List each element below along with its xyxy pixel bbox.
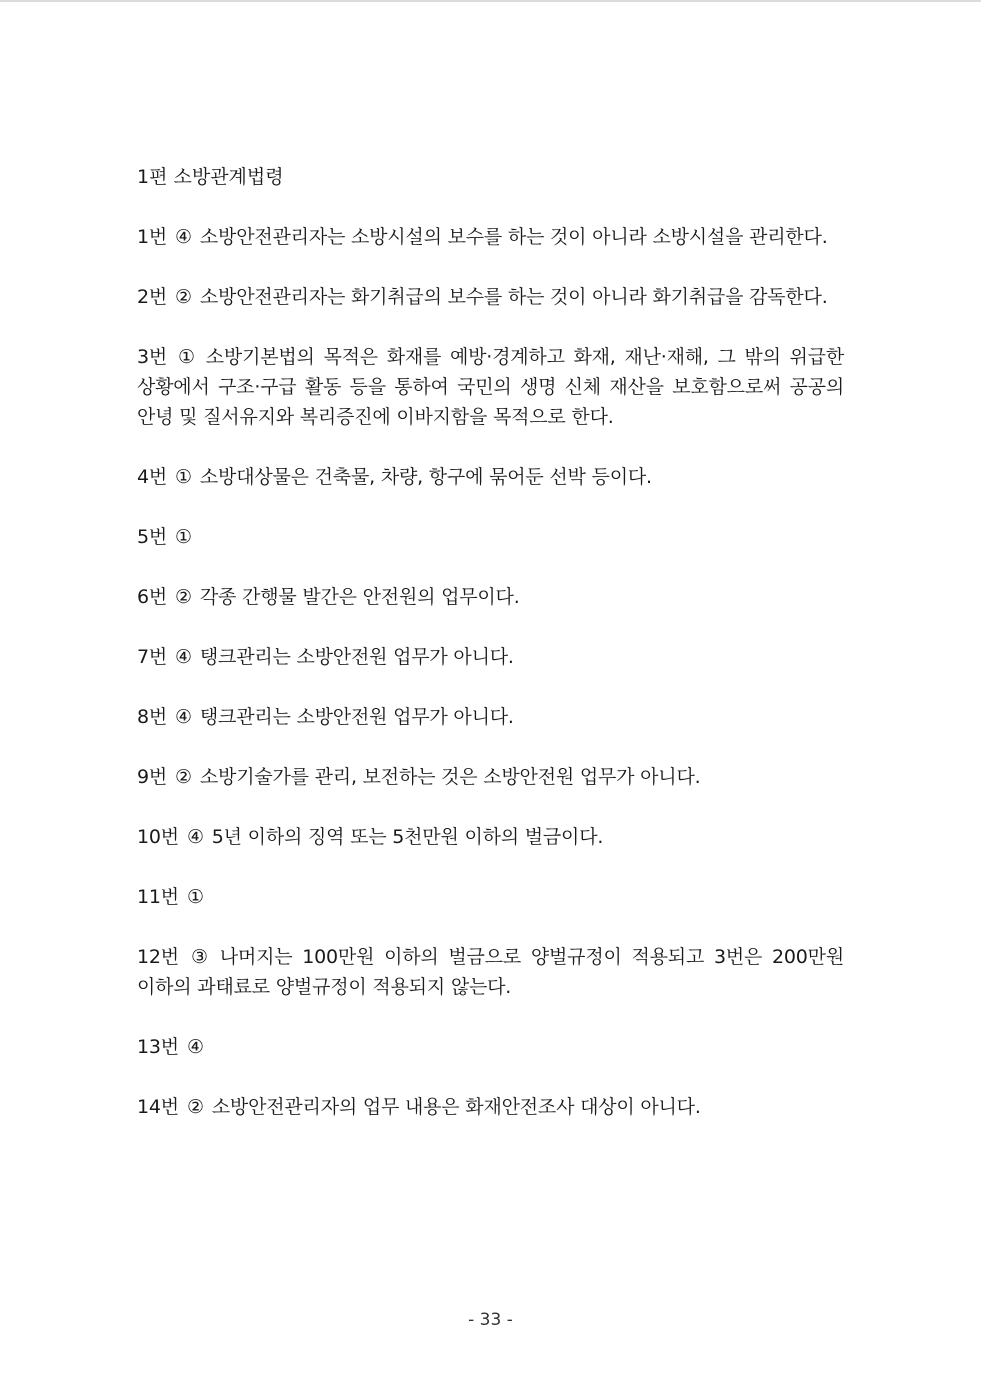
answer-explanation: 탱크관리는 소방안전원 업무가 아니다.: [199, 646, 514, 668]
answer-explanation: 나머지는 100만원 이하의 벌금으로 양벌규정이 적용되고 3번은 200만원 이하의 과태료로 양벌규정이 적용되지 않는다.: [137, 946, 844, 998]
answer-item: [137, 342, 844, 432]
answer-explanation: 소방대상물은 건축물, 차량, 항구에 묶어둔 선박 등이다.: [199, 466, 652, 488]
answer-choice: ③: [186, 946, 212, 968]
answer-explanation: 소방기본법의 목적은 화재를 예방·경계하고 화재, 재난·재해, 그 밖의 위급한 상황에서 구조·구급 활동 등을 통하여 국민의 생명 신체 재산을 보호함으로써 공공의 안녕 및 질서유지와 복리증진에 이바지함을 목적으로 한다.: [137, 346, 844, 428]
answer-choice: ②: [175, 586, 192, 608]
question-number: 13번: [137, 1036, 179, 1058]
question-number: 7번: [137, 646, 168, 668]
question-number: 9번: [137, 766, 168, 788]
question-number: 12번: [137, 946, 179, 968]
question-number: 11번: [137, 886, 179, 908]
question-number: 1번: [137, 226, 168, 248]
section-title: 1편 소방관계법령: [137, 166, 284, 188]
question-number: 4번: [137, 466, 168, 488]
answer-choice: ④: [175, 226, 192, 248]
answer-explanation: 5년 이하의 징역 또는 5천만원 이하의 벌금이다.: [211, 826, 604, 848]
question-number: 14번: [137, 1096, 179, 1118]
answer-item: [137, 702, 844, 732]
answer-explanation: 소방기술가를 관리, 보전하는 것은 소방안전원 업무가 아니다.: [199, 766, 701, 788]
answer-item: [137, 942, 844, 1002]
answer-item: [137, 1032, 844, 1062]
answer-choice: ④: [186, 826, 204, 848]
answer-item: [137, 1092, 844, 1122]
answer-item: [137, 222, 844, 252]
answer-explanation: 소방안전관리자는 화기취급의 보수를 하는 것이 아니라 화기취급을 감독한다.: [199, 286, 828, 308]
answer-explanation: 소방안전관리자는 소방시설의 보수를 하는 것이 아니라 소방시설을 관리한다.: [199, 226, 828, 248]
answer-choice: ④: [186, 1036, 204, 1058]
page-top-border: [0, 0, 981, 2]
question-number: 8번: [137, 706, 168, 728]
answer-choice: ①: [175, 526, 192, 548]
answer-item: [137, 762, 844, 792]
answer-explanation: 각종 간행물 발간은 안전원의 업무이다.: [199, 586, 520, 608]
answer-choice: ①: [175, 466, 192, 488]
answer-choice: ①: [175, 346, 198, 368]
question-number: 2번: [137, 286, 168, 308]
page-number: - 33 -: [468, 1310, 513, 1330]
answer-item: [137, 642, 844, 672]
answer-item: [137, 582, 844, 612]
answer-choice: ④: [175, 706, 192, 728]
answer-explanation: 소방안전관리자의 업무 내용은 화재안전조사 대상이 아니다.: [211, 1096, 701, 1118]
answer-explanation: 탱크관리는 소방안전원 업무가 아니다.: [199, 706, 514, 728]
answer-choice: ②: [186, 1096, 204, 1118]
answer-item: [137, 282, 844, 312]
answer-choice: ②: [175, 286, 192, 308]
answer-choice: ④: [175, 646, 192, 668]
question-number: 3번: [137, 346, 168, 368]
question-number: 10번: [137, 826, 179, 848]
answer-item: [137, 462, 844, 492]
answer-choice: ①: [186, 886, 204, 908]
answer-item: [137, 882, 844, 912]
document-page: [137, 162, 844, 1152]
answer-item: [137, 822, 844, 852]
question-number: 6번: [137, 586, 168, 608]
answer-choice: ②: [175, 766, 192, 788]
question-number: 5번: [137, 526, 168, 548]
answer-item: [137, 522, 844, 552]
